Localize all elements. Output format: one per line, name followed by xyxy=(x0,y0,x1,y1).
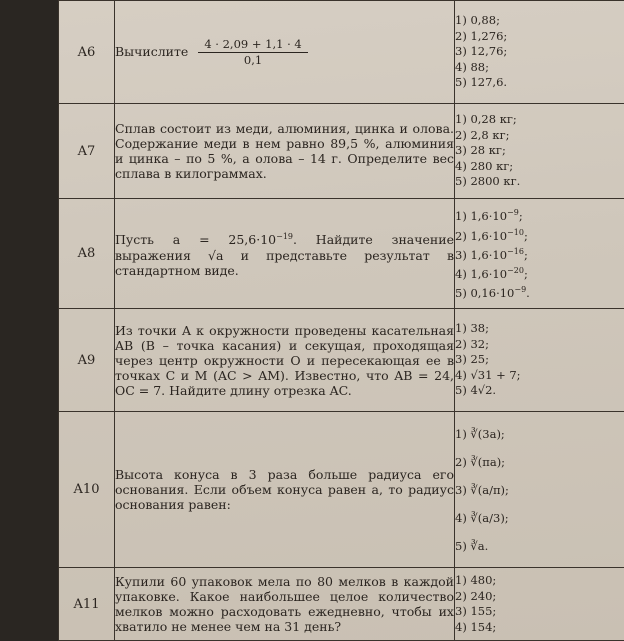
answer-option: 1) $1,6\cdot 10^{-9}$; xyxy=(455,205,624,224)
task-number: A6 xyxy=(59,1,115,104)
answer-options xyxy=(455,199,624,309)
answer-option: 3) 25; xyxy=(455,352,624,368)
answer-options xyxy=(455,309,624,412)
answer-option: 1) 38; xyxy=(455,321,624,337)
answer-option: 2) ∛(πa); xyxy=(455,448,624,476)
task-table xyxy=(58,0,624,641)
task-row-a6 xyxy=(59,1,624,104)
answer-option: 5) 4√2. xyxy=(455,383,624,399)
question-text-cont: . Найдите значение выражения √a и представьте результат в стандартном виде. xyxy=(115,233,454,278)
task-row-a9 xyxy=(59,309,624,412)
answer-options xyxy=(455,568,624,641)
answer-option: 4) 154; xyxy=(455,620,624,636)
answer-option: 4) $1,6\cdot 10^{-20}$; xyxy=(455,263,624,282)
task-question: Высота конуса в 3 раза больше радиуса его основания. Если объем конуса равен a, то радиус основания равен: xyxy=(115,412,455,568)
answer-option: 1) 0,28 кг; xyxy=(455,112,624,128)
task-row-a7 xyxy=(59,104,624,199)
fraction-expression xyxy=(198,37,307,68)
answer-options xyxy=(455,104,624,199)
answer-option: 1) 0,88; xyxy=(455,13,624,29)
task-number: A7 xyxy=(59,104,115,199)
task-number: A10 xyxy=(59,412,115,568)
task-question: Из точки A к окружности проведены касательная AB (B – точка касания) и секущая, проходящая через центр окружности O и пересекающая ее в точках C и M (AC > AM). Известно, что AB = 24, OC = 7. Найдите длину отрезка AC. xyxy=(115,309,455,412)
answer-option: 4) ∛(a/3); xyxy=(455,504,624,532)
exponent: −19 xyxy=(276,232,293,241)
answer-option: 3) 28 кг; xyxy=(455,143,624,159)
answer-options xyxy=(455,1,624,104)
answer-option: 1) ∛(3a); xyxy=(455,420,624,448)
answer-option: 3) 155; xyxy=(455,604,624,620)
task-question xyxy=(115,199,455,309)
answer-option: 2) 32; xyxy=(455,337,624,353)
task-row-a11 xyxy=(59,568,624,641)
fraction-denominator: 0,1 xyxy=(198,53,307,68)
fraction-numerator: 4 · 2,09 + 1,1 · 4 xyxy=(198,37,307,53)
answer-option: 2) 240; xyxy=(455,589,624,605)
question-text: Пусть a = 25,6·10 xyxy=(115,233,276,248)
answer-option: 4) √31 + 7; xyxy=(455,368,624,384)
answer-option: 1) 480; xyxy=(455,573,624,589)
answer-option: 3) ∛(a/π); xyxy=(455,476,624,504)
task-number: A8 xyxy=(59,199,115,309)
answer-option: 4) 88; xyxy=(455,60,624,76)
answer-option: 5) ∛a. xyxy=(455,532,624,560)
question-text: Вычислите xyxy=(115,44,188,59)
answer-option: 5) 127,6. xyxy=(455,75,624,91)
answer-option: 2) $1,6\cdot 10^{-10}$; xyxy=(455,225,624,244)
task-row-a10 xyxy=(59,412,624,568)
task-number: A11 xyxy=(59,568,115,641)
task-number: A9 xyxy=(59,309,115,412)
task-row-a8 xyxy=(59,199,624,309)
answer-option: 2) 2,8 кг; xyxy=(455,128,624,144)
answer-option: 3) 12,76; xyxy=(455,44,624,60)
task-question: Купили 60 упаковок мела по 80 мелков в каждой упаковке. Какое наибольшее целое количество мелков можно расходовать ежедневно, чтобы их хватило не менее чем на 31 день? xyxy=(115,568,455,641)
task-question xyxy=(115,1,455,104)
answer-option: 5) 2800 кг. xyxy=(455,174,624,190)
task-question: Сплав состоит из меди, алюминия, цинка и олова. Содержание меди в нем равно 89,5 %, алюминия и цинка – по 5 %, а олова – 14 г. Определите вес сплава в килограммах. xyxy=(115,104,455,199)
answer-option: 4) 280 кг; xyxy=(455,159,624,175)
answer-option: 2) 1,276; xyxy=(455,29,624,45)
answer-options xyxy=(455,412,624,568)
answer-option: 3) $1,6\cdot 10^{-16}$; xyxy=(455,244,624,263)
answer-option: 5) $0,16\cdot 10^{-9}$. xyxy=(455,282,624,301)
